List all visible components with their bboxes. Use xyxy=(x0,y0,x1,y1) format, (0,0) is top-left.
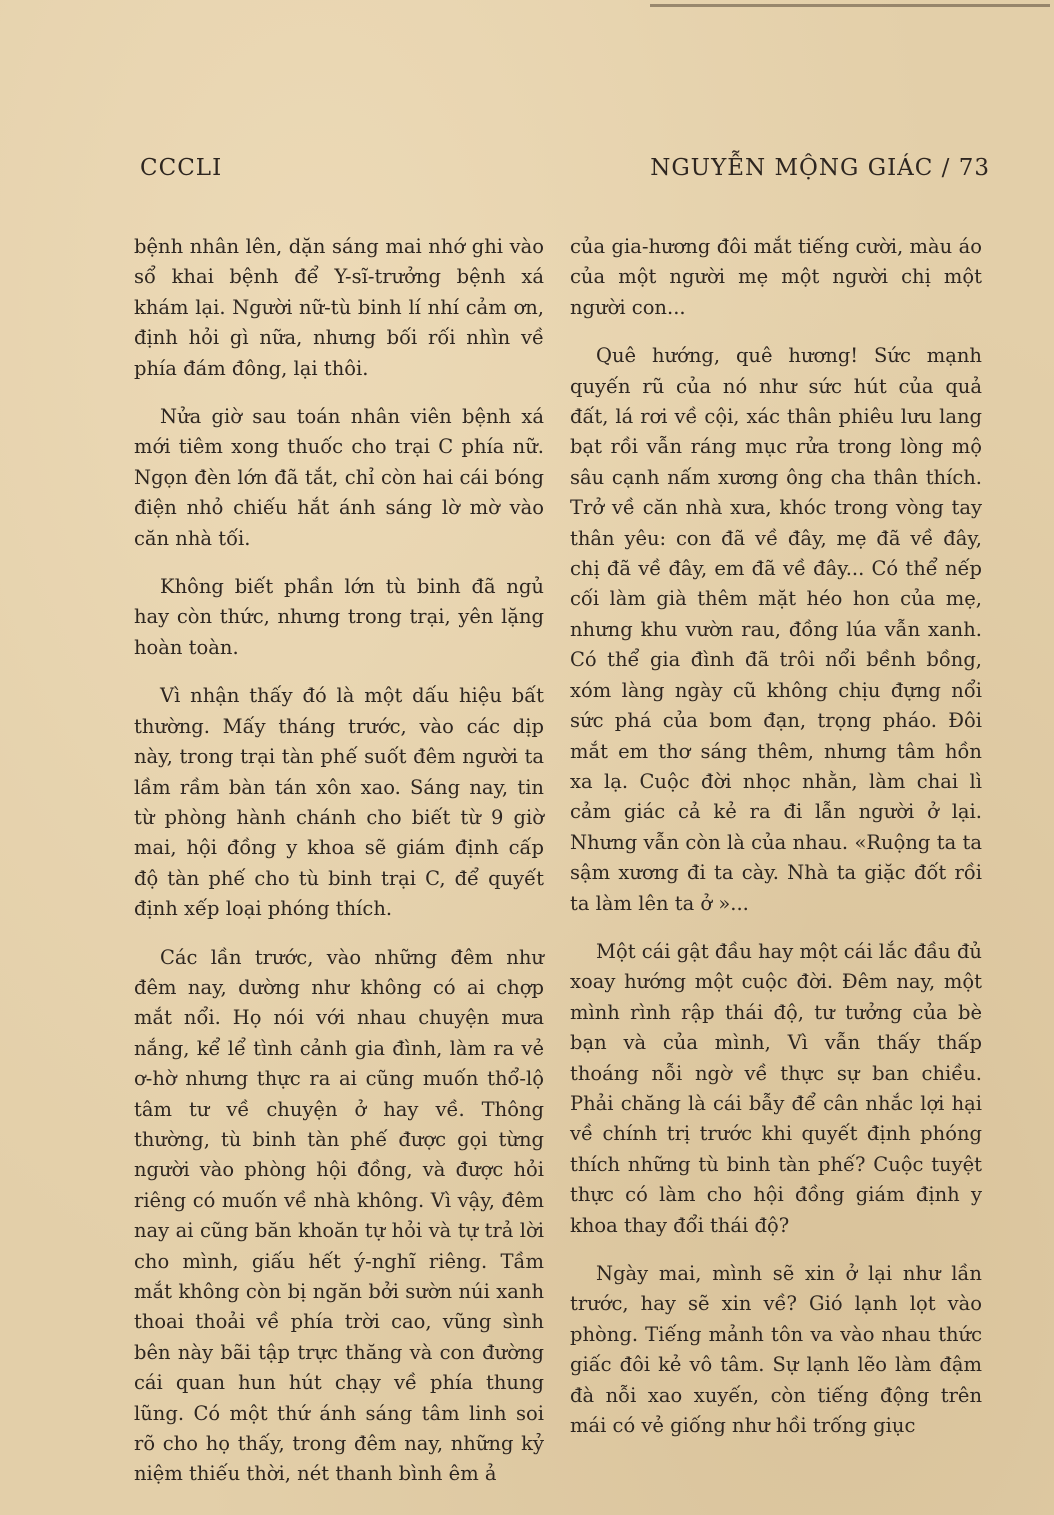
paragraph: Một cái gật đầu hay một cái lắc đầu đủ xoay hướng một cuộc đời. Đêm nay, một mình rình rập thái độ, tư tưởng của bè bạn và của mình, Vì vẫn thấy thấp thoáng nỗi ngờ về thực sự ban chiều. Phải chăng là cái bẫy để cân nhắc lợi hại về chính trị trước khi quyết định phóng thích những tù binh tàn phế? Cuộc tuyệt thực có làm cho hội đồng giám định y khoa thay đổi thái độ? xyxy=(570,939,982,1237)
paragraph: Ngày mai, mình sẽ xin ở lại như lần trước, hay sẽ xin về? Gió lạnh lọt vào phòng. Tiếng mảnh tôn va vào nhau thức giấc đôi kẻ vô tâm. Sự lạnh lẽo làm đậm đà nỗi xao xuyến, còn tiếng động trên mái có vẻ giống như hồi trống giục xyxy=(570,1262,982,1438)
top-rule xyxy=(650,4,1050,7)
paragraph: Các lần trước, vào những đêm như đêm nay, dường như không có ai chợp mắt nổi. Họ nói với nhau chuyện mưa nắng, kể lể tình cảnh gia đình, làm ra vẻ ơ-hờ nhưng thực ra ai cũng muốn thổ-lộ tâm tư về chuyện ở hay về. Thông thường, tù binh tàn phế được gọi từng người vào phòng hội đồng, và được hỏi riêng có muốn về nhà không. Vì vậy, đêm nay ai cũng băn khoăn tự hỏi và tự trả lời cho mình, giấu hết ý-nghĩ riêng. Tầm mắt không còn bị ngăn bởi sườn núi xanh thoai thoải về phía trời cao, vũng sình bên này bãi tập trực thăng và con đường cái quan hun hút chạy về phía thung lũng. Có một thứ ánh sáng tâm linh soi rõ cho họ thấy, trong đêm nay, những kỷ niệm thiếu thời, nét thanh bình êm ả xyxy=(134,945,544,1486)
paragraph: Nửa giờ sau toán nhân viên bệnh xá mới tiêm xong thuốc cho trại C phía nữ. Ngọn đèn lớn đã tắt, chỉ còn hai cái bóng điện nhỏ chiếu hắt ánh sáng lờ mờ vào căn nhà tối. xyxy=(134,405,544,550)
left-column xyxy=(134,232,544,1508)
paragraph: của gia-hương đôi mắt tiếng cười, màu áo của một người mẹ một người chị một người con... xyxy=(570,235,982,319)
paragraph: bệnh nhân lên, dặn sáng mai nhớ ghi vào sổ khai bệnh để Y-sĩ-trưởng bệnh xá khám lại. Người nữ-tù binh lí nhí cảm ơn, định hỏi gì nữa, nhưng bối rối nhìn về phía đám đông, lại thôi. xyxy=(134,235,544,380)
paragraph: Không biết phần lớn tù binh đã ngủ hay còn thức, nhưng trong trại, yên lặng hoàn toàn. xyxy=(134,575,544,659)
paragraph: Quê hướng, quê hương! Sức mạnh quyến rũ của nó như sức hút của quả đất, lá rơi về cội, xác thân phiêu lưu lang bạt rồi vẫn ráng mục rửa trong lòng mộ sâu cạnh nấm xương ông cha thân thích. Trở về căn nhà xưa, khóc trong vòng tay thân yêu: con đã về đây, mẹ đã về đây, chị đã về đây, em đã về đây... Có thể nếp cối làm già thêm mặt héo hon của mẹ, nhưng khu vườn rau, đồng lúa vẫn xanh. Có thể gia đình đã trôi nổi bềnh bồng, xóm làng ngày cũ không chịu đựng nổi sức phá của bom đạn, trọng pháo. Đôi mắt em thơ sáng thêm, nhưng tâm hồn xa lạ. Cuộc đời nhọc nhằn, làm chai lì cảm giác cả kẻ ra đi lẫn người ở lại. Nhưng vẫn còn là của nhau. «Ruộng ta ta sậm xương đi ta cày. Nhà ta giặc đốt rồi ta làm lên ta ở »... xyxy=(570,344,982,915)
right-column xyxy=(570,232,982,1459)
author-page-header: NGUYỄN MỘNG GIÁC / 73 xyxy=(650,155,990,181)
issue-number: CCCLI xyxy=(140,155,223,181)
paragraph: Vì nhận thấy đó là một dấu hiệu bất thường. Mấy tháng trước, vào các dịp này, trong trại tàn phế suốt đêm người ta lầm rầm bàn tán xôn xao. Sáng nay, tin từ phòng hành chánh cho biết từ 9 giờ mai, hội đồng y khoa sẽ giám định cấp độ tàn phế cho tù binh trại C, để quyết định xếp loại phóng thích. xyxy=(134,684,544,921)
